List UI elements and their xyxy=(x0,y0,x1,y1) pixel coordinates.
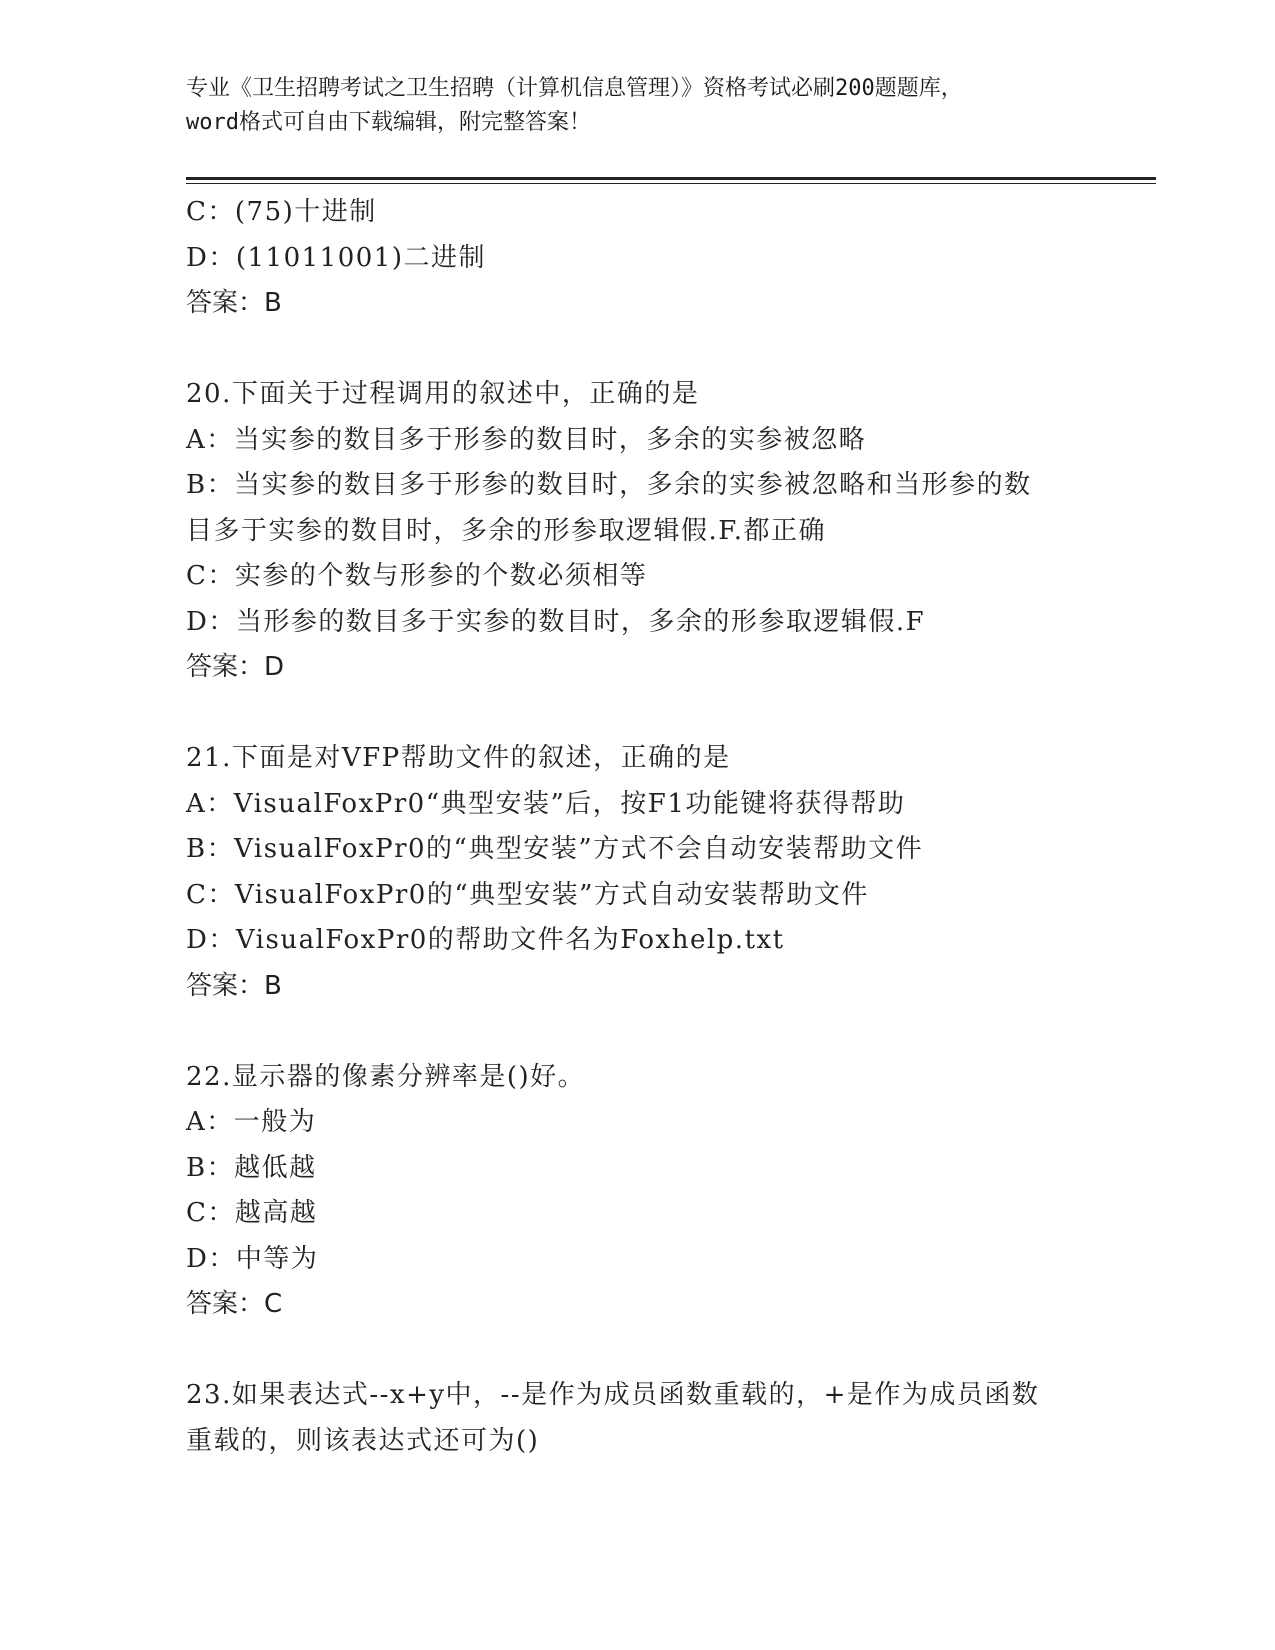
option-d: D：VisualFoxPr0的帮助文件名为Foxhelp.txt xyxy=(186,925,785,955)
question-text-line-1: 23.如果表达式--x+y中，--是作为成员函数重载的，+是作为成员函数 xyxy=(186,1380,1040,1410)
option-a: A：VisualFoxPr0“典型安装”后，按F1功能键将获得帮助 xyxy=(186,788,906,819)
question-20 xyxy=(186,372,1126,691)
question-text: 22.显示器的像素分辨率是()好。 xyxy=(186,1061,586,1092)
option-c: C：越高越 xyxy=(186,1198,318,1228)
option-d: D：中等为 xyxy=(186,1243,319,1274)
option-b: B：越低越 xyxy=(186,1152,317,1183)
option-a: A：当实参的数目多于形参的数目时，多余的实参被忽略 xyxy=(186,424,867,455)
option-c: C：(75)十进制 xyxy=(186,197,377,227)
question-23 xyxy=(186,1373,1126,1464)
spacer xyxy=(186,327,1126,373)
question-22 xyxy=(186,1055,1126,1328)
option-d: D：(11011001)二进制 xyxy=(186,242,486,273)
option-b: B：VisualFoxPr0的“典型安装”方式不会自动安装帮助文件 xyxy=(186,834,924,864)
header-divider-thick xyxy=(186,177,1156,180)
option-c: C：实参的个数与形参的个数必须相等 xyxy=(186,561,648,591)
question-21 xyxy=(186,736,1126,1009)
option-c: C：VisualFoxPr0的“典型安装”方式自动安装帮助文件 xyxy=(186,879,869,910)
spacer xyxy=(186,1009,1126,1055)
question-list xyxy=(186,190,1126,1464)
question-text-line-2: 重载的，则该表达式还可为() xyxy=(186,1425,540,1456)
answer: 答案：B xyxy=(186,970,282,1001)
document-header xyxy=(186,72,1106,140)
option-d: D：当形参的数目多于实参的数目时，多余的形参取逻辑假.F xyxy=(186,606,926,637)
spacer xyxy=(186,691,1126,737)
option-b-line-1: B：当实参的数目多于形参的数目时，多余的实参被忽略和当形参的数 xyxy=(186,470,1032,500)
spacer xyxy=(186,1328,1126,1374)
question-text: 20.下面关于过程调用的叙述中，正确的是 xyxy=(186,379,700,409)
question-text: 21.下面是对VFP帮助文件的叙述，正确的是 xyxy=(186,743,731,773)
question-19-tail xyxy=(186,190,1126,327)
header-divider-thin xyxy=(186,183,1156,184)
answer: 答案：C xyxy=(186,1289,283,1319)
option-a: A：一般为 xyxy=(186,1107,317,1137)
header-line-1: 专业《卫生招聘考试之卫生招聘（计算机信息管理）》资格考试必刷200题题库， xyxy=(186,76,963,101)
answer: 答案：B xyxy=(186,288,282,318)
answer: 答案：D xyxy=(186,652,285,682)
option-b-line-2: 目多于实参的数目时，多余的形参取逻辑假.F.都正确 xyxy=(186,515,827,546)
header-line-2: word格式可自由下载编辑，附完整答案！ xyxy=(186,110,591,135)
